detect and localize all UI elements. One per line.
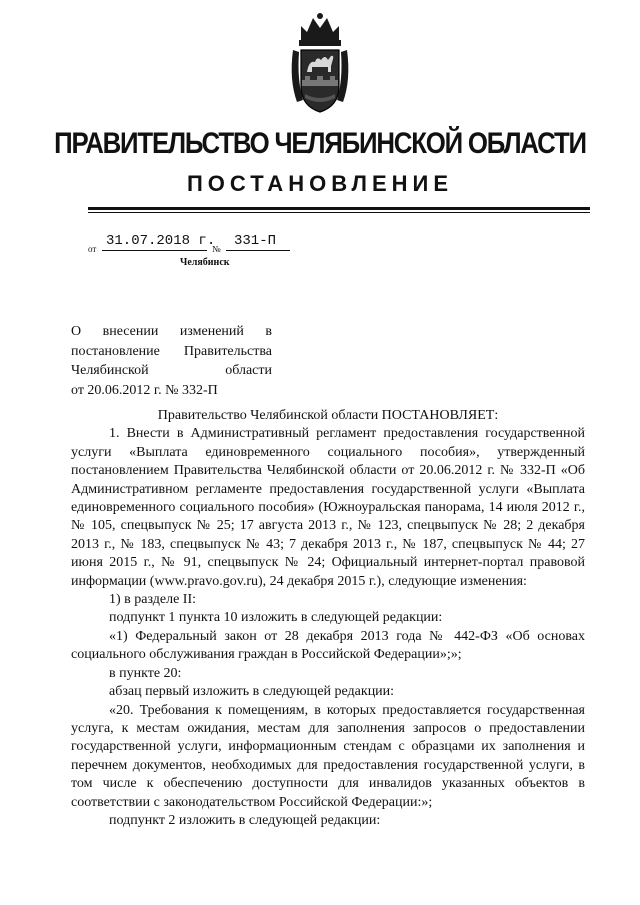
- organization-title: ПРАВИТЕЛЬСТВО ЧЕЛЯБИНСКОЙ ОБЛАСТИ: [54, 127, 586, 160]
- subject-line: от 20.06.2012 г. № 332-П: [71, 382, 218, 398]
- body-paragraph: в пункте 20:: [109, 665, 182, 681]
- document-body: [71, 407, 585, 830]
- document-number: 331-П: [234, 233, 277, 249]
- number-label: №: [212, 244, 221, 254]
- body-paragraph: абзац первый изложить в следующей редакции:: [109, 684, 395, 700]
- body-paragraph: подпункт 1 пункта 10 изложить в следующей редакции:: [109, 610, 443, 626]
- document-subject: [71, 322, 272, 400]
- body-paragraph: 1. Внести в Административный регламент предоставления государственной услуги «Выплата единовременного социального пособия», утвержденный постановлением Правительства Челябинской области от 20.06.2012 г. № 332-П «Об Административном регламенте предоставления государственной услуги «Выплата единовременного социального пособия» (Южноуральская панорама, 14 июля 2012 г., № 105, спецвыпуск № 25; 17 августа 2013 г., № 123, спецвыпуск № 28; 2 декабря 2013 г., № 183, спецвыпуск № 43; 7 декабря 2013 г., № 187, спецвыпуск № 44; 27 июня 2015 г., № 91, спецвыпуск № 24; Официальный интернет-портал правовой информации (www.pravo.gov.ru), 24 декабря 2015 г.), следующие изменения:: [71, 426, 585, 589]
- header-rule-thick: [88, 207, 590, 210]
- body-paragraph: 1) в разделе II:: [109, 592, 197, 608]
- body-paragraph: подпункт 2 изложить в следующей редакции:: [109, 812, 381, 828]
- date-underline: [102, 250, 207, 251]
- subject-line: постановление Правительства: [71, 343, 272, 359]
- document-type-title: ПОСТАНОВЛЕНИЕ: [186, 171, 454, 196]
- chelyabinsk-coat-of-arms-icon: [287, 10, 353, 116]
- body-paragraph: «20. Требования к помещениям, в которых предоставляется государственная услуга, к местам ожидания, местам для заполнения запросов о предоставлении государственной услуги, информационным стендам с образцами их заполнения и перечнем документов, необходимых для предоставления государственной услуги, в том числе к обеспечению доступности для инвалидов указанных объектов в соответствии с законодательством Российской Федерации:»;: [71, 702, 585, 810]
- document-date: 31.07.2018 г.: [106, 233, 216, 249]
- body-paragraph: «1) Федеральный закон от 28 декабря 2013 года № 442-ФЗ «Об основах социального обслуживания граждан в Российской Федерации»;»;: [71, 628, 585, 663]
- city-label: Челябинск: [180, 257, 230, 268]
- date-label: от: [88, 244, 97, 254]
- subject-line: Челябинской области: [71, 363, 272, 379]
- header-rule-thin: [88, 212, 590, 213]
- subject-line: О внесении изменений в: [71, 324, 272, 339]
- number-underline: [226, 250, 290, 251]
- decree-preamble: Правительство Челябинской области ПОСТАНОВЛЯЕТ:: [157, 408, 499, 423]
